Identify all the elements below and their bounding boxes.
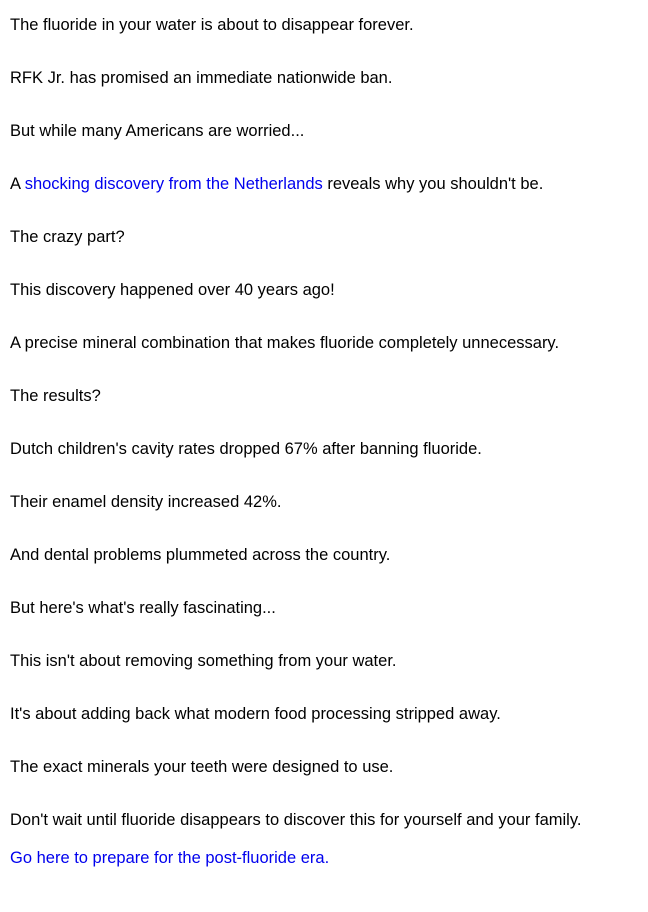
body-paragraph: This isn't about removing something from your water. <box>10 652 397 670</box>
body-paragraph: But here's what's really fascinating... <box>10 599 276 617</box>
body-paragraph: Dutch children's cavity rates dropped 67% after banning fluoride. <box>10 440 482 458</box>
link-paragraph-suffix: reveals why you shouldn't be. <box>322 175 544 193</box>
body-paragraph: The exact minerals your teeth were designed to use. <box>10 758 394 776</box>
body-paragraph: This discovery happened over 40 years ago! <box>10 281 335 299</box>
link-paragraph-prefix: A <box>10 175 25 193</box>
body-paragraph: Don't wait until fluoride disappears to discover this for yourself and your family. <box>10 811 582 829</box>
body-paragraph: The crazy part? <box>10 228 125 246</box>
cta-paragraph <box>10 847 638 869</box>
netherlands-discovery-link[interactable]: shocking discovery from the Netherlands <box>24 175 323 193</box>
post-fluoride-cta-link[interactable]: Go here to prepare for the post-fluoride era. <box>10 849 330 867</box>
body-paragraph: A precise mineral combination that makes fluoride completely unnecessary. <box>10 334 560 352</box>
body-paragraph: And dental problems plummeted across the country. <box>10 546 391 564</box>
body-paragraph: The results? <box>10 387 101 405</box>
body-paragraph: RFK Jr. has promised an immediate nationwide ban. <box>10 69 393 87</box>
body-paragraph: The fluoride in your water is about to disappear forever. <box>10 16 414 34</box>
body-paragraph: It's about adding back what modern food processing stripped away. <box>10 705 501 723</box>
body-paragraph: But while many Americans are worried... <box>10 122 305 140</box>
body-paragraph: Their enamel density increased 42%. <box>10 493 282 511</box>
body-paragraph-with-link <box>10 173 638 195</box>
